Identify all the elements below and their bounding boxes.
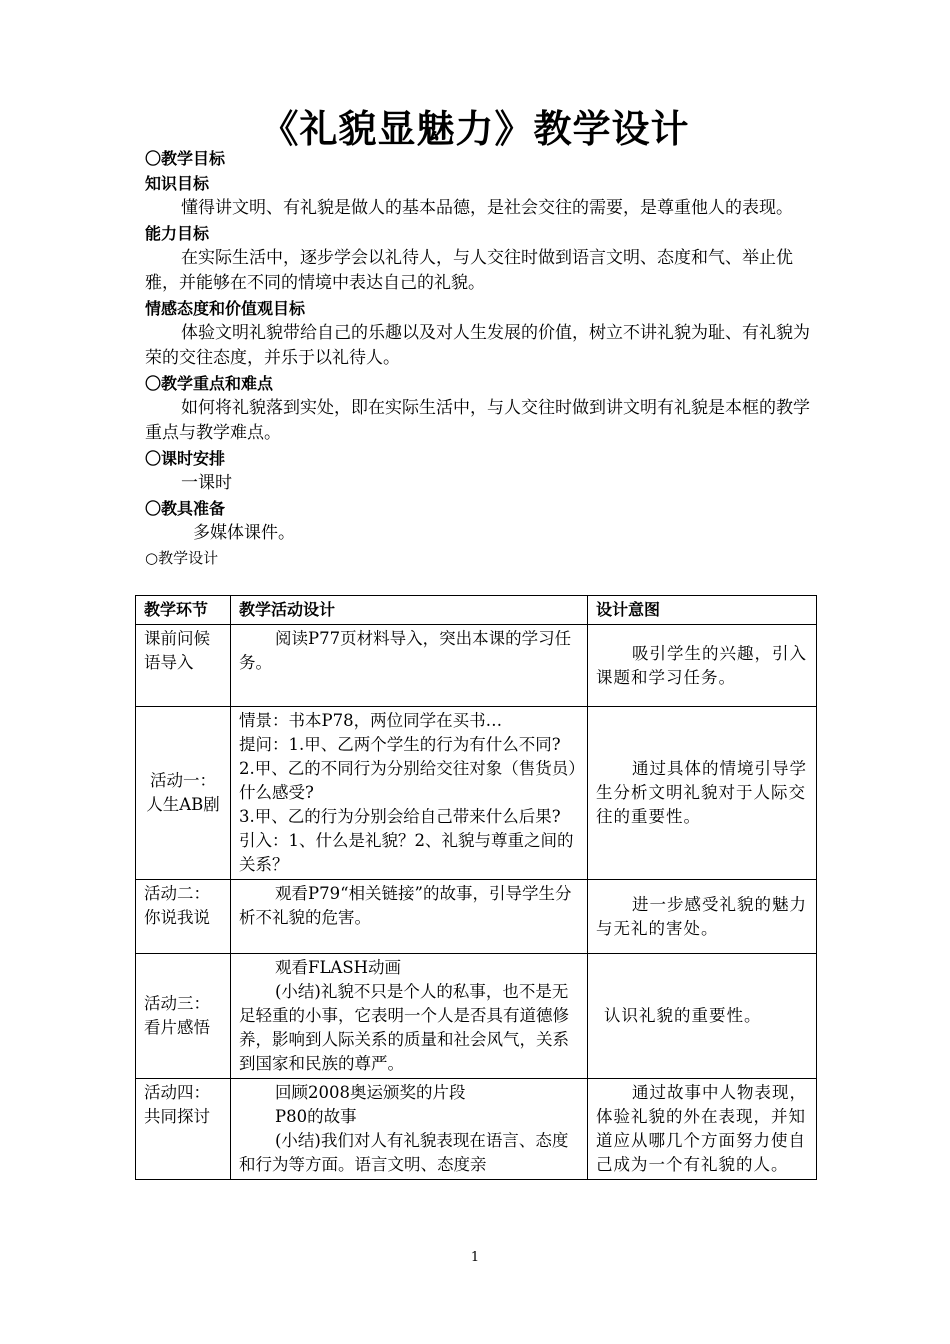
activity-line: 观看P79“相关链接”的故事，引导学生分析不礼貌的危害。 xyxy=(239,884,572,927)
intent-cell xyxy=(588,954,817,1079)
activity-line: 阅读P77页材料导入，突出本课的学习任务。 xyxy=(239,629,572,672)
intent-text: 认识礼貌的重要性。 xyxy=(604,1006,762,1025)
activity-cell xyxy=(231,1079,588,1180)
activity-cell xyxy=(231,880,588,954)
header-activity: 教学活动设计 xyxy=(231,596,588,625)
table-row xyxy=(136,625,817,707)
stage-cell: 课前问候语导入 xyxy=(136,625,231,707)
goals-section xyxy=(145,146,813,571)
emotion-heading: 情感态度和价值观目标 xyxy=(145,299,306,318)
activity-cell xyxy=(231,954,588,1079)
tools-text: 多媒体课件。 xyxy=(193,523,295,543)
activity-line: 提问：1.甲、乙两个学生的行为有什么不同? xyxy=(239,735,561,754)
activity-line: 回顾2008奥运颁奖的片段 xyxy=(275,1083,466,1102)
table-row xyxy=(136,954,817,1079)
page-title: 《礼貌显魅力》教学设计 xyxy=(260,107,690,151)
knowledge-text: 懂得讲文明、有礼貌是做人的基本品德，是社会交往的需要，是尊重他人的表现。 xyxy=(181,198,793,218)
ability-heading: 能力目标 xyxy=(145,224,210,243)
knowledge-heading: 知识目标 xyxy=(145,174,210,193)
activity-line: 3.甲、乙的行为分别会给自己带来什么后果? xyxy=(239,807,561,826)
activity-line: P80的故事 xyxy=(275,1107,357,1126)
activity-line: 观看FLASH动画 xyxy=(275,958,402,977)
teaching-design-table xyxy=(135,595,817,1180)
hours-heading: 〇课时安排 xyxy=(145,449,226,468)
hours-text: 一课时 xyxy=(181,473,232,493)
intent-text: 进一步感受礼貌的魅力与无礼的害处。 xyxy=(596,894,807,938)
table-row xyxy=(136,707,817,880)
goals-heading: 〇教学目标 xyxy=(145,149,226,168)
activity-cell xyxy=(231,625,588,707)
header-stage: 教学环节 xyxy=(136,596,231,625)
intent-cell xyxy=(588,707,817,880)
table-row xyxy=(136,1079,817,1180)
intent-cell xyxy=(588,880,817,954)
activity-line: 情景：书本P78，两位同学在买书… xyxy=(239,711,503,730)
stage-cell: 活动四：共同探讨 xyxy=(136,1079,231,1180)
activity-line: 2.甲、乙的不同行为分别给交往对象（售货员）什么感受? xyxy=(239,759,577,802)
intent-cell xyxy=(588,625,817,707)
activity-line: (小结)我们对人有礼貌表现在语言、态度和行为等方面。语言文明、态度亲 xyxy=(239,1131,569,1174)
tools-heading: 〇教具准备 xyxy=(145,499,226,518)
activity-line: 引入：1、什么是礼貌？2、礼貌与尊重之间的关系？ xyxy=(239,831,574,874)
stage-cell: 活动二：你说我说 xyxy=(136,880,231,954)
table-header-row xyxy=(136,596,817,625)
stage-cell: 活动三：看片感悟 xyxy=(136,954,231,1079)
table-row xyxy=(136,880,817,954)
design-heading: ○教学设计 xyxy=(145,549,219,567)
page-number: 1 xyxy=(470,1250,480,1265)
intent-text: 通过具体的情境引导学生分析文明礼貌对于人际交往的重要性。 xyxy=(596,759,807,826)
intent-cell xyxy=(588,1079,817,1180)
stage-cell: 活动一：人生AB剧 xyxy=(136,707,231,880)
intent-text: 吸引学生的兴趣，引入课题和学习任务。 xyxy=(596,643,807,687)
intent-text: 通过故事中人物表现，体验礼貌的外在表现，并知道应从哪几个方面努力使自己成为一个有礼貌的人。 xyxy=(596,1083,807,1174)
activity-line: (小结)礼貌不只是个人的私事，也不是无足轻重的小事，它表明一个人是否具有道德修养，影响到人际关系的质量和社会风气，关系到国家和民族的尊严。 xyxy=(239,982,569,1073)
focus-text: 如何将礼貌落到实处，即在实际生活中，与人交往时做到讲文明有礼貌是本框的教学重点与教学难点。 xyxy=(145,398,810,443)
activity-cell xyxy=(231,707,588,880)
focus-heading: 〇教学重点和难点 xyxy=(145,374,274,393)
header-intent: 设计意图 xyxy=(588,596,817,625)
emotion-text: 体验文明礼貌带给自己的乐趣以及对人生发展的价值，树立不讲礼貌为耻、有礼貌为荣的交往态度，并乐于以礼待人。 xyxy=(145,323,810,368)
ability-text: 在实际生活中，逐步学会以礼待人，与人交往时做到语言文明、态度和气、举止优雅，并能够在不同的情境中表达自己的礼貌。 xyxy=(145,248,793,293)
